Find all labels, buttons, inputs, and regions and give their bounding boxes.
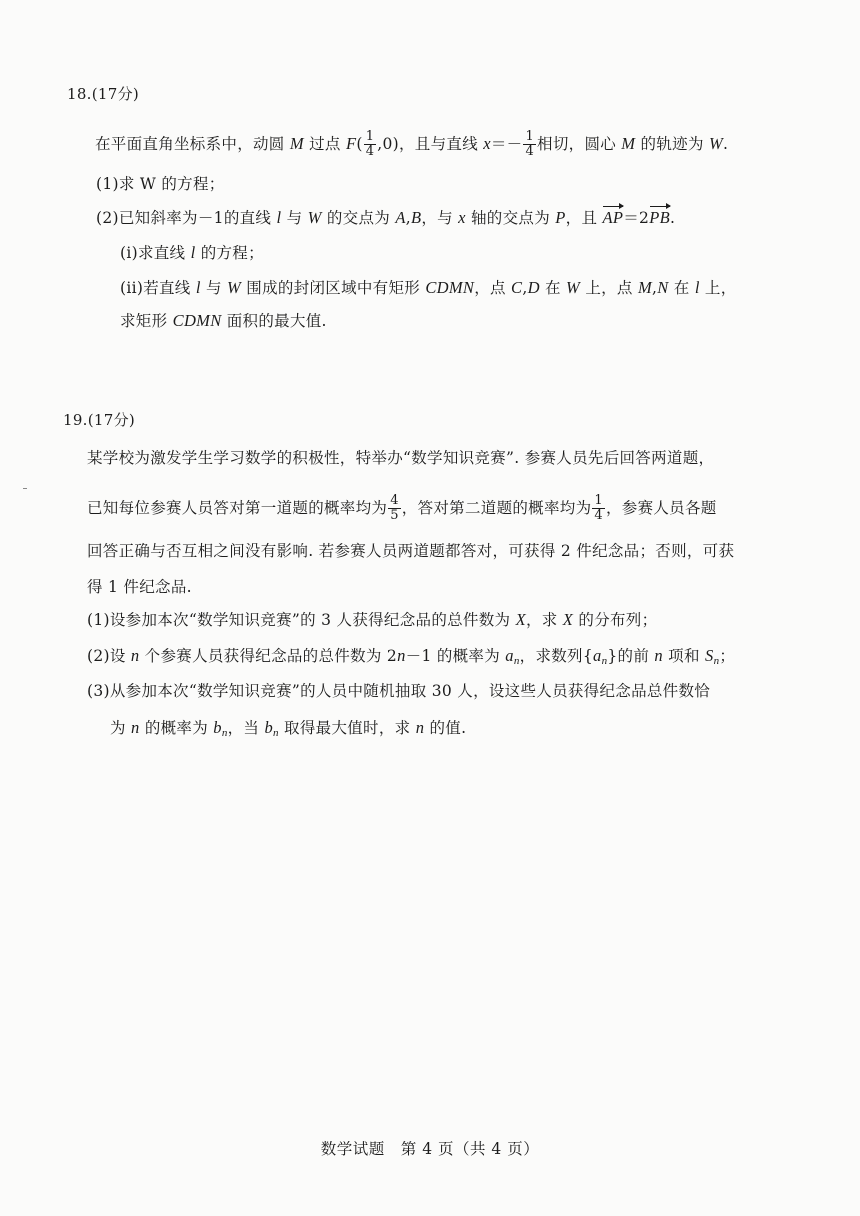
q19-part2: (2)设 n 个参赛人员获得纪念品的总件数为 2n－1 的概率为 $a_n$，求数列$\{a_n\}$的前 n 项和 $S_n$； — [87, 646, 736, 667]
q19-line3: 回答正确与否互相之间没有影响. 若参赛人员两道题都答对，可获得 2 件纪念品；否则，可获 — [87, 542, 735, 560]
q19-part3: (3)从参加本次“数学知识竞赛”的人员中随机抽取 30 人，设这些人员获得纪念品总件数恰 — [87, 682, 711, 700]
q18-part2-ii: (ii)若直线 l 与 W 围成的封闭区域中有矩形 CDMN，点 C,D 在 W 上，点 M,N 在 l 上， — [120, 278, 737, 297]
q18-header: 18.(17分) — [67, 85, 140, 103]
q18-part1: (1)求 W 的方程； — [96, 175, 225, 193]
q19-line4: 得 1 件纪念品. — [87, 578, 192, 596]
q19-part1: (1)设参加本次“数学知识竞赛”的 3 人获得纪念品的总件数为 X，求 X 的分布列； — [87, 610, 658, 629]
q18-part2: (2)已知斜率为－1的直线 l 与 W 的交点为 A,B，与 x 轴的交点为 P，且 AP＝2PB. — [96, 208, 676, 227]
fraction-4-5: $\frac{4}{5}$ — [390, 493, 399, 523]
q18-intro: 在平面直角坐标系中，动圆 M 过点 F( $\frac{1}{4}$ ,0)，且与直线 x＝－ $\frac{1}{4}$ 相切，圆心 M 的轨迹为 W. — [95, 129, 729, 159]
q18-part2-i: (i)求直线 l 的方程； — [120, 243, 264, 262]
fraction-1-4: $\frac{1}{4}$ — [365, 129, 375, 159]
q19-line2: 已知每位参赛人员答对第一道题的概率均为 $\frac{4}{5}$ ，答对第二道题的概率均为 $\frac{1}{4}$ ，参赛人员各题 — [87, 493, 717, 523]
q19-header: 19.(17分) — [63, 411, 136, 429]
fraction-1-4: $\frac{1}{4}$ — [594, 493, 603, 523]
fraction-1-4: $\frac{1}{4}$ — [525, 129, 535, 159]
q18-part2-ii-cont: 求矩形 CDMN 面积的最大值. — [120, 311, 327, 330]
vector-pb: PB — [649, 208, 670, 227]
q19-part3-cont: 为 n 的概率为 $b_n$，当 $b_n$ 取得最大值时，求 n 的值. — [110, 718, 467, 739]
q19-line1: 某学校为激发学生学习数学的积极性，特举办“数学知识竞赛”. 参赛人员先后回答两道题， — [87, 449, 715, 467]
page-footer: 数学试题 第 4 页（共 4 页） — [320, 1140, 540, 1158]
scan-mark — [23, 488, 27, 489]
vector-ap: AP — [602, 208, 624, 227]
